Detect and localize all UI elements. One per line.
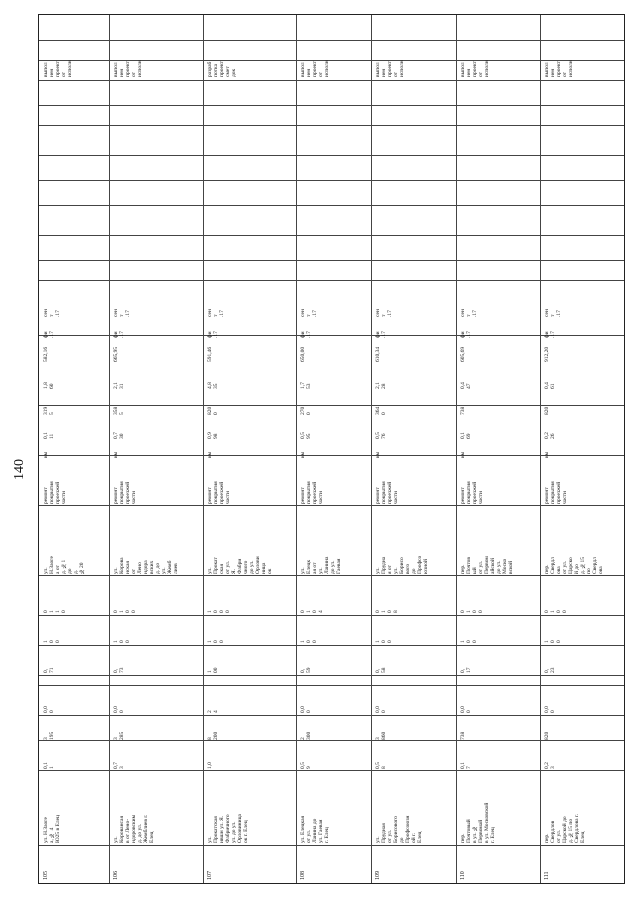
cell-status: выпол нен проект от исполн xyxy=(43,60,73,77)
cell-no: 109 xyxy=(375,871,381,880)
cell-status: выпол нен проект от исполн xyxy=(113,60,143,77)
cell-v2: 364 0 xyxy=(375,406,387,415)
cell-work: ремонт покрытия проезжей части xyxy=(544,481,568,504)
column-divider xyxy=(39,615,624,616)
cell-src: фи .17 xyxy=(113,331,125,338)
cell-v2: 319 5 xyxy=(43,406,55,415)
cell-unit: км xyxy=(43,451,49,458)
cell-c6: 1 0 0 xyxy=(544,640,562,643)
cell-cost: 605,69 xyxy=(460,346,466,362)
column-divider xyxy=(39,675,624,676)
cell-v2: 270 0 xyxy=(300,406,312,415)
cell-c6: 1 0 0 xyxy=(207,640,225,643)
column-divider xyxy=(39,105,624,106)
cell-c3: 0,0 0 xyxy=(460,706,472,713)
cell-year: сен т .17 xyxy=(43,309,61,317)
cell-src: фи .17 xyxy=(460,331,472,338)
cell-c5: 0, 23 xyxy=(544,667,556,673)
column-divider xyxy=(39,80,624,81)
cell-address2: ул. Прудна я от ул. Борисо вого до Профсо юзной xyxy=(375,555,429,574)
cell-c3: 0,0 0 xyxy=(113,706,125,713)
cell-address2: пер. Свердл ова от ул. Царско й до д. №15 по Свердл ова xyxy=(544,556,604,574)
cell-c2: 8 200 xyxy=(207,731,219,740)
cell-v3: 1,7 53 xyxy=(300,382,312,389)
column-divider xyxy=(39,205,624,206)
cell-cost: 665,95 xyxy=(113,346,119,362)
cell-c5: 1 00 xyxy=(207,667,219,673)
cell-v3: 4,8 35 xyxy=(207,382,219,389)
column-divider xyxy=(39,715,624,716)
cell-unit: км xyxy=(375,451,381,458)
cell-year: сен т .17 xyxy=(544,309,562,317)
column-divider xyxy=(39,155,624,156)
column-divider xyxy=(39,180,624,181)
cell-unit: км xyxy=(544,451,550,458)
cell-c3: 0,0 0 xyxy=(375,706,387,713)
column-divider xyxy=(39,280,624,281)
row-divider xyxy=(456,15,457,883)
cell-c2: 2 300 xyxy=(300,731,312,740)
cell-src: фи .17 xyxy=(300,331,312,338)
cell-work: ремонт покрытия проезжей части xyxy=(207,481,231,504)
cell-unit: км xyxy=(460,451,466,458)
cell-unit: км xyxy=(113,451,119,458)
cell-v2: 820 xyxy=(544,406,550,415)
cell-no: 108 xyxy=(300,871,306,880)
cell-status: выпол нен проект от исполн xyxy=(375,60,405,77)
cell-address: ул. Н.Заоге а, № 4 Ю25 в Елец xyxy=(43,815,61,843)
cell-c2: 3 860 xyxy=(375,731,387,740)
column-divider xyxy=(39,740,624,741)
cell-year: сен т .17 xyxy=(113,309,131,317)
cell-address2: пер. Почтов ый от ул. Первом айской до ул. Моско вской xyxy=(460,556,514,574)
cell-c3: 0,0 0 xyxy=(300,706,312,713)
cell-v3: 2,1 28 xyxy=(375,382,387,389)
cell-v3: 2,1 31 xyxy=(113,382,125,389)
page-number: 140 xyxy=(12,459,27,480)
works-table xyxy=(38,14,625,884)
cell-address2: ул. Н.Заоге а от д. №1 до д. №20 xyxy=(43,556,85,574)
cell-c5: 0, 17 xyxy=(460,667,472,673)
cell-c6: 1 0 0 xyxy=(113,640,131,643)
column-divider xyxy=(39,575,624,576)
cell-address: пер. Свердлов от ул. Царской до д. №15 по Свердлова г. Елец xyxy=(544,814,586,843)
cell-c6: 1 0 0 xyxy=(43,640,61,643)
cell-c2: 820 xyxy=(544,731,550,740)
cell-year: сен т .17 xyxy=(300,309,318,317)
cell-c5: 0, 59 xyxy=(300,667,312,673)
cell-work: ремонт покрытия проезжей части xyxy=(113,481,137,504)
column-divider xyxy=(39,505,624,506)
cell-v2: 738 xyxy=(460,406,466,415)
cell-address: пер. Почтовый в ул. № Первомай в ул. Московской г. Елец xyxy=(460,802,496,843)
cell-c2: 3 195 xyxy=(43,731,55,740)
cell-v1: 0,1 69 xyxy=(460,432,472,439)
cell-v2: 358 5 xyxy=(113,406,125,415)
column-divider xyxy=(39,770,624,771)
cell-no: 105 xyxy=(43,871,49,880)
cell-c7: 0 1 0 0 xyxy=(113,610,137,613)
cell-c2: 3 285 xyxy=(113,731,125,740)
cell-src: фи .17 xyxy=(43,331,55,338)
cell-c6: 1 0 0 xyxy=(300,640,318,643)
cell-src: фи .17 xyxy=(207,331,219,338)
row-divider xyxy=(109,15,110,883)
cell-no: 110 xyxy=(460,871,466,880)
cell-address: ул. Прокатская ившн ул. Я. Фабричного ул. до ул. Орловиница ок г. Елец xyxy=(207,814,249,843)
row-divider xyxy=(540,15,541,883)
row-divider xyxy=(296,15,297,883)
column-divider xyxy=(39,235,624,236)
cell-year: сен т .17 xyxy=(207,309,225,317)
cell-no: 107 xyxy=(207,871,213,880)
row-divider xyxy=(371,15,372,883)
cell-c1: 0,5 8 xyxy=(375,762,387,769)
cell-c7: 0 1 0 0 xyxy=(460,610,484,613)
cell-c7: 0 1 1 0 xyxy=(43,610,67,613)
cell-c1: 0,2 3 xyxy=(544,762,556,769)
column-divider xyxy=(39,645,624,646)
cell-c6: 1 0 0 xyxy=(460,640,478,643)
cell-v2: 820 0 xyxy=(207,406,219,415)
cell-c7: 0 1 0 0 xyxy=(544,610,568,613)
cell-c3: 0,0 0 xyxy=(43,706,55,713)
cell-c7: 0 1 0 4 xyxy=(300,610,324,613)
cell-unit: км xyxy=(207,451,213,458)
cell-v1: 0,5 95 xyxy=(300,432,312,439)
cell-address2: ул. Прокат ская от ул. Я. Фабри чного до ул. Орлови ница ок xyxy=(207,556,273,574)
column-divider xyxy=(39,260,624,261)
row-divider xyxy=(203,15,204,883)
cell-v3: 0,4 61 xyxy=(544,382,556,389)
cell-v1: 0,1 11 xyxy=(43,432,55,439)
cell-c3: 0,0 0 xyxy=(544,706,556,713)
cell-no: 111 xyxy=(544,871,550,880)
column-divider xyxy=(39,125,624,126)
cell-v3: 0,4 47 xyxy=(460,382,472,389)
cell-work: ремонт покрытия проезжей части xyxy=(375,481,399,504)
cell-work: ремонт покрытия проезжей части xyxy=(460,481,484,504)
cell-c3: 2 4 xyxy=(207,710,219,713)
cell-address: ул. Елецкая от ул. Ланина до ул. Гаевая г. Елец xyxy=(300,815,330,843)
cell-cost: 650,00 xyxy=(300,346,306,362)
cell-address: ул. Прудная от ул. Борисового до Профсоюзн ой г. Елец xyxy=(375,815,423,843)
cell-address2: ул. Корова нская от Лено ндора вских д. до ул. Жемб лиев xyxy=(113,557,179,574)
cell-src: фи .17 xyxy=(375,331,387,338)
cell-work: ремонт покрытия проезжей части xyxy=(300,481,324,504)
cell-c6: 1 0 0 xyxy=(375,640,393,643)
cell-c1: 1,0 xyxy=(207,762,213,769)
column-divider xyxy=(39,845,624,846)
cell-c1: 0,1 7 xyxy=(460,762,472,769)
cell-c1: 0,1 1 xyxy=(43,762,55,769)
column-divider xyxy=(39,685,624,686)
cell-status: выпол нен проект от исполн xyxy=(544,60,574,77)
cell-c7: 1 0 0 0 xyxy=(207,610,231,613)
cell-cost: 610,34 xyxy=(375,346,381,362)
cell-status: выпол нен проект от исполн xyxy=(460,60,490,77)
cell-year: сен т .17 xyxy=(460,309,478,317)
cell-status: разраб потка проект смет док xyxy=(207,61,237,77)
cell-c5: 0, 71 xyxy=(43,667,55,673)
cell-v1: 0,9 98 xyxy=(207,432,219,439)
cell-address2: ул. Елецк ая от ул. Ланина до ул. Гаевая xyxy=(300,556,342,574)
cell-c1: 0,5 9 xyxy=(300,762,312,769)
cell-c5: 0, 73 xyxy=(113,667,125,673)
cell-cost: 582,16 xyxy=(43,346,49,362)
cell-year: сен т .17 xyxy=(375,309,393,317)
cell-c5: 0, 58 xyxy=(375,667,387,673)
cell-c7: 0 1 0 8 xyxy=(375,610,399,613)
cell-c2: 738 xyxy=(460,731,466,740)
cell-status: выпол нен проект от исполн xyxy=(300,60,330,77)
cell-unit: км xyxy=(300,451,306,458)
cell-v1: 0,7 30 xyxy=(113,432,125,439)
cell-work: ремонт покрытия проезжей части xyxy=(43,481,67,504)
cell-src: фи .17 xyxy=(544,331,556,338)
cell-address: ул. Коровансая в от Лено- ндоровским д. до ул. Жемблиев г. Елец xyxy=(113,814,155,843)
cell-c1: 0,7 3 xyxy=(113,762,125,769)
cell-v3: 1,8 60 xyxy=(43,382,55,389)
cell-no: 106 xyxy=(113,871,119,880)
cell-v1: 0,2 26 xyxy=(544,432,556,439)
cell-v1: 0,5 76 xyxy=(375,432,387,439)
cell-cost: 591,46 xyxy=(207,346,213,362)
cell-cost: 912,20 xyxy=(544,346,550,362)
